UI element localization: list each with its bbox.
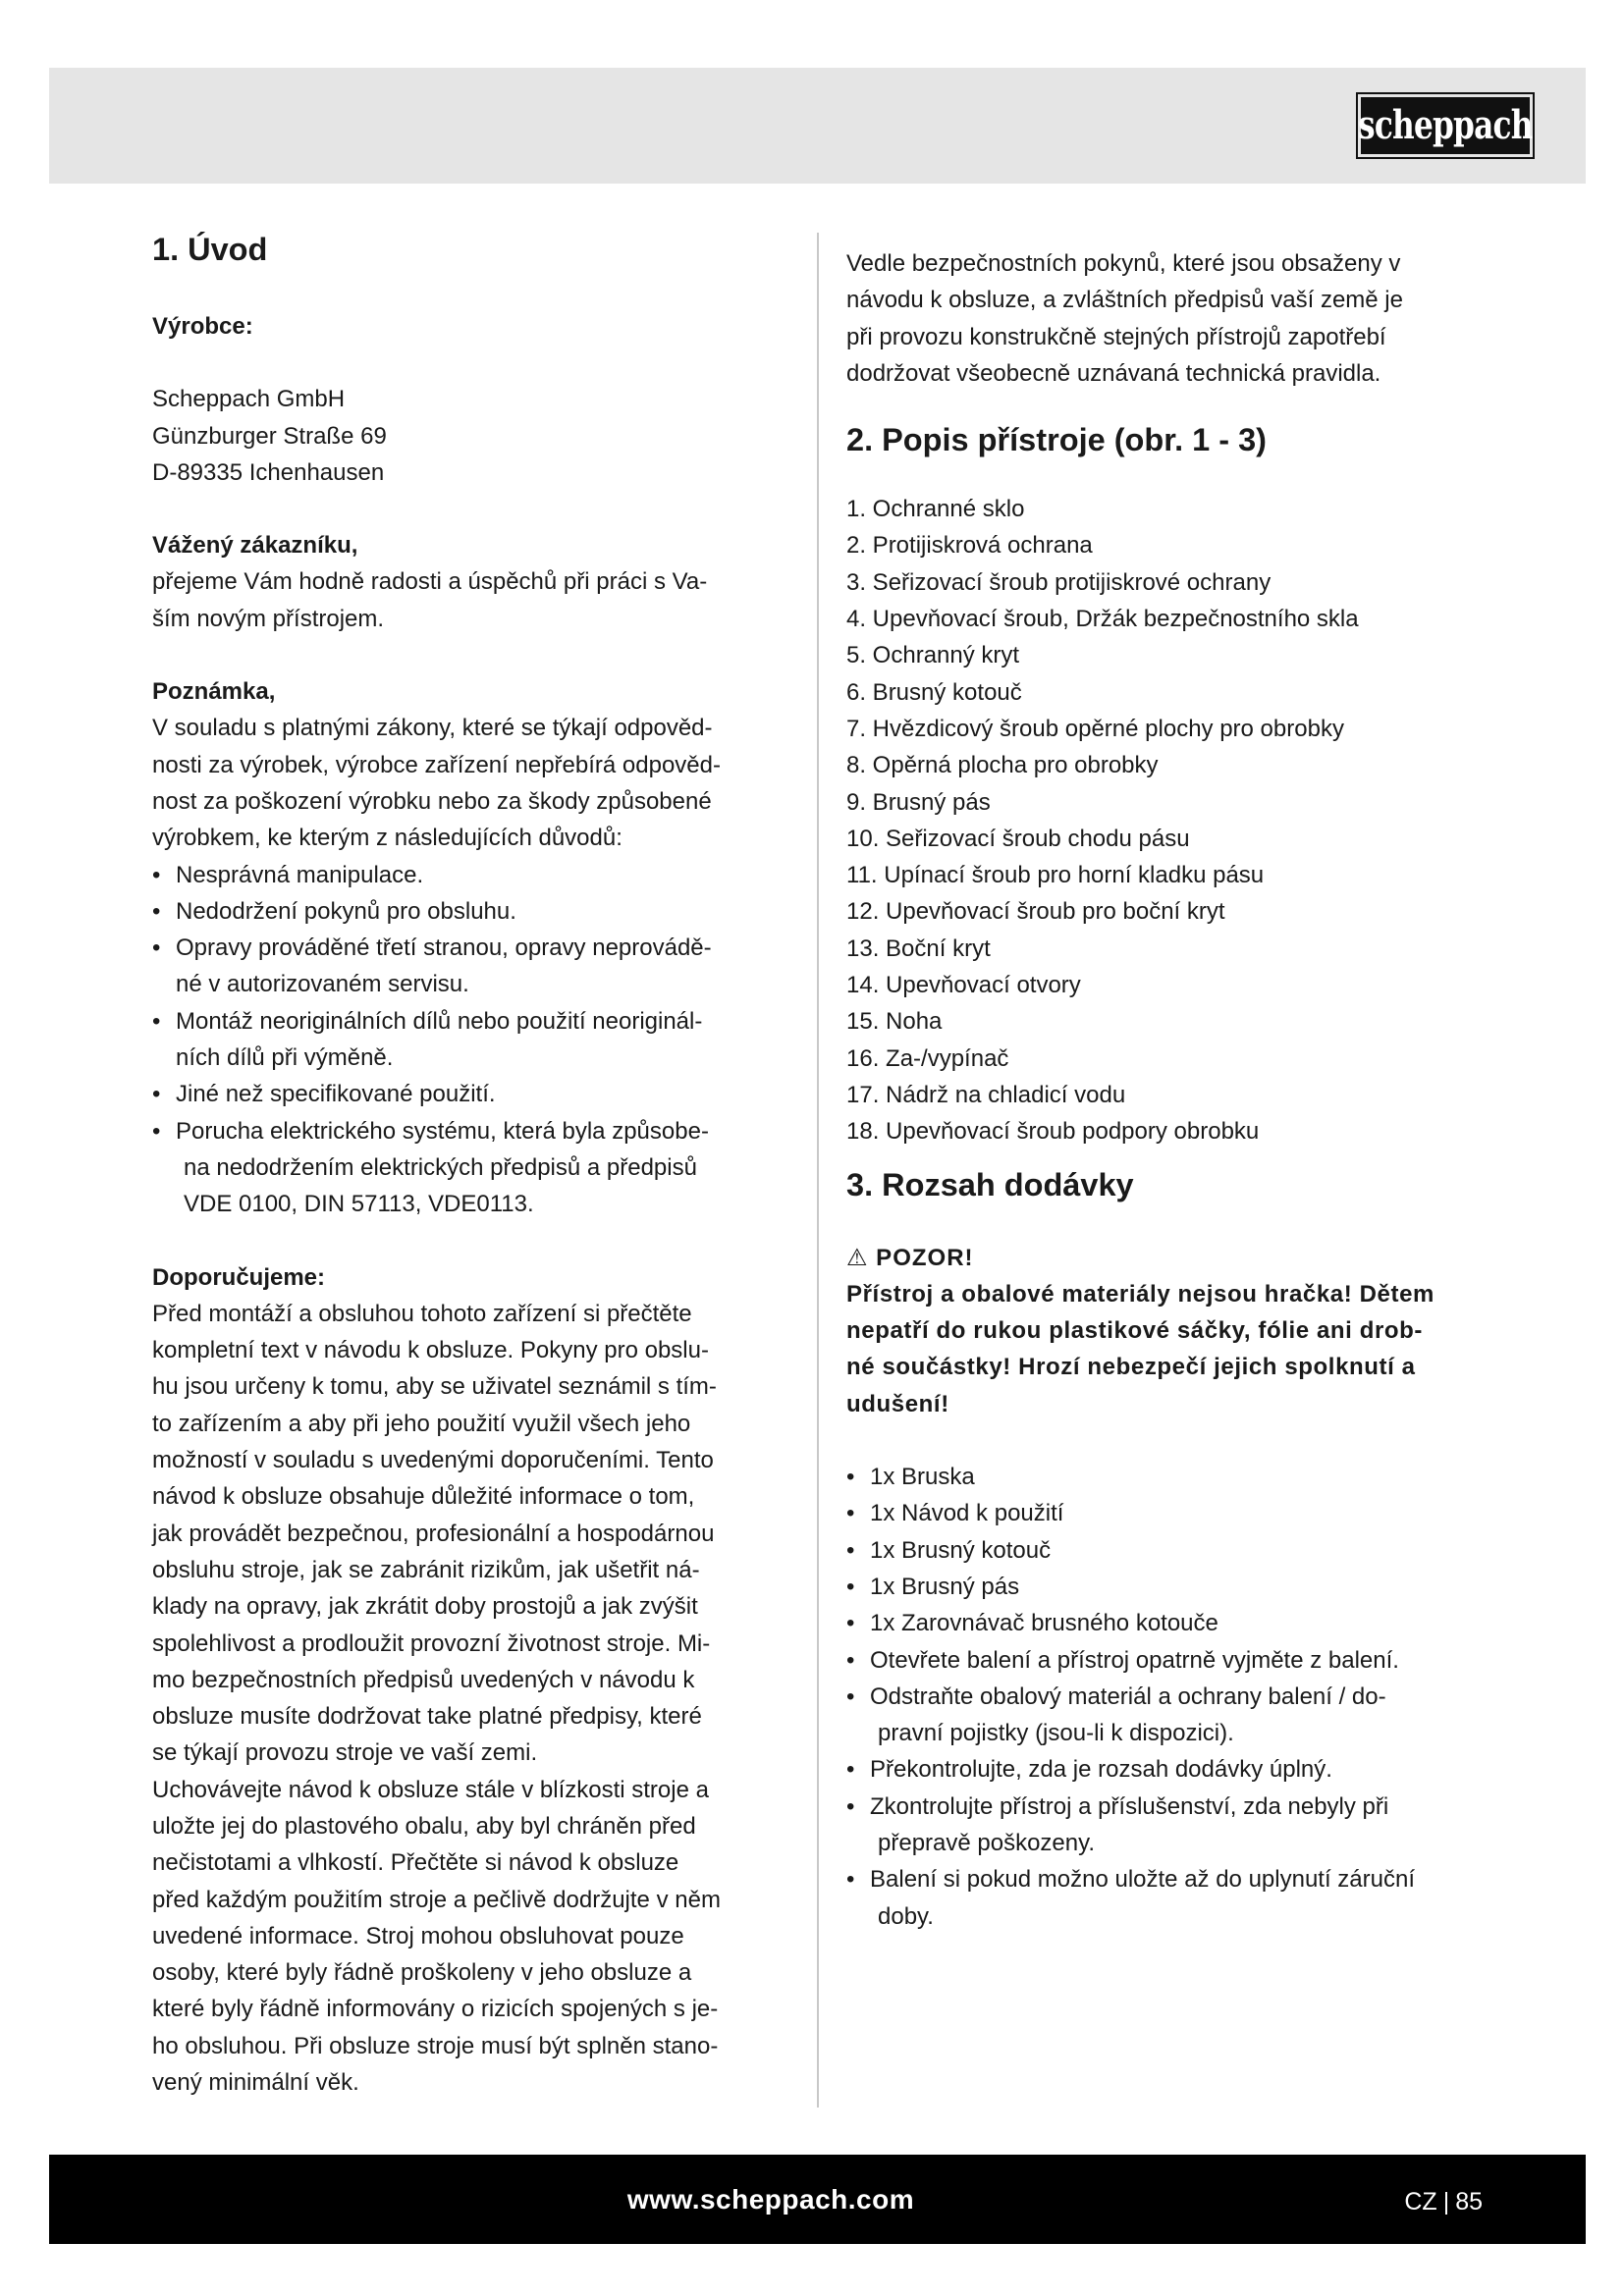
text-line: nečistotami a vlhkostí. Přečtěte si návod k obsluze: [152, 1849, 679, 1877]
section-2-title: 2. Popis přístroje (obr. 1 - 3): [846, 422, 1268, 458]
list-item: [152, 1003, 800, 1077]
list-item: [846, 1861, 1485, 1935]
text-line: V souladu s platnými zákony, které se týkají odpověd-: [152, 715, 713, 742]
list-item: [846, 1751, 1485, 1788]
list-item-text: pravní pojistky (jsou-li k dispozici).: [878, 1720, 1234, 1747]
list-item-text: 1x Návod k použití: [870, 1500, 1064, 1527]
address-line: D-89335 Ichenhausen: [152, 458, 385, 486]
list-item-text: Porucha elektrického systému, která byla způsobe-: [176, 1117, 709, 1145]
text-line: ho obsluhou. Při obsluze stroje musí být splněn stano-: [152, 2032, 719, 2059]
manufacturer-address: [152, 381, 800, 491]
text-line: obsluhu stroje, jak se zabránit rizikům, jak ušetřit ná-: [152, 1556, 700, 1583]
list-item-text: 1x Brusný pás: [870, 1573, 1020, 1600]
header-bar: [49, 68, 1586, 184]
footer-bar: [49, 2155, 1586, 2244]
text-line: uvedené informace. Stroj mohou obsluhovat pouze: [152, 1922, 684, 1949]
list-item-text: doby.: [878, 1902, 934, 1930]
list-item-text: Překontrolujte, zda je rozsah dodávky úplný.: [870, 1756, 1332, 1784]
text-line: osoby, které byly řádně proškoleny v jeho obsluze a: [152, 1959, 692, 1987]
text-line: Vedle bezpečnostních pokynů, které jsou obsaženy v: [846, 250, 1401, 277]
list-item: [846, 1679, 1485, 1752]
text-line: mo bezpečnostních předpisů uvedených v návodu k: [152, 1666, 695, 1693]
list-item-text: ních dílů při výměně.: [176, 1044, 394, 1072]
text-line: ším novým přístrojem.: [152, 605, 385, 632]
list-item-text: 1x Zarovnávač brusného kotouče: [870, 1610, 1218, 1637]
text-line: při provozu konstrukčně stejných přístrojů zapotřebí: [846, 323, 1386, 350]
part-item: 12. Upevňovací šroub pro boční kryt: [846, 898, 1225, 926]
text-line: jak provádět bezpečnou, profesionální a hospodárnou: [152, 1520, 715, 1547]
list-item: [152, 1076, 800, 1112]
list-item: [846, 1569, 1485, 1605]
recommend-paragraph: [152, 1296, 800, 2102]
list-item-text: Nedodržení pokynů pro obsluhu.: [176, 897, 516, 925]
text-line: které byly řádně informovány o rizicích spojených s je-: [152, 1996, 719, 2023]
part-item: 10. Seřizovací šroub chodu pásu: [846, 825, 1190, 852]
section-3-title: 3. Rozsah dodávky: [846, 1166, 1134, 1202]
text-line: návodu k obsluze, a zvláštních předpisů vaší země je: [846, 287, 1403, 314]
list-item: [152, 857, 800, 893]
part-item: 13. Boční kryt: [846, 934, 991, 962]
list-item: [846, 1459, 1485, 1495]
list-item-text: přepravě poškozeny.: [878, 1829, 1096, 1856]
part-item: 14. Upevňovací otvory: [846, 972, 1081, 999]
text-line: spolehlivost a prodloužit provozní životnost stroje. Mi-: [152, 1629, 711, 1657]
part-item: 4. Upevňovací šroub, Držák bezpečnostního skla: [846, 606, 1359, 633]
scheppach-logo: [1358, 94, 1533, 157]
list-item: [152, 1113, 800, 1223]
text-line: přejeme Vám hodně radosti a úspěchů při práci s Va-: [152, 568, 708, 596]
list-item: [846, 1642, 1485, 1679]
list-item-text: 1x Brusný kotouč: [870, 1536, 1052, 1564]
text-line: výrobkem, ke kterým z následujících důvodů:: [152, 825, 623, 852]
text-line: hu jsou určeny k tomu, aby se uživatel seznámil s tím-: [152, 1373, 717, 1401]
address-line: Scheppach GmbH: [152, 386, 346, 413]
text-line: návod k obsluze obsahuje důležité informace o tom,: [152, 1483, 695, 1511]
text-line: nepatří do rukou plastikové sáčky, fólie ani drob-: [846, 1317, 1424, 1345]
text-line: možností v souladu s uvedenými doporučeními. Tento: [152, 1447, 714, 1474]
left-column: [152, 231, 800, 2101]
scope-list: [846, 1459, 1485, 1935]
manufacturer-label: Výrobce:: [152, 313, 253, 340]
part-item: 5. Ochranný kryt: [846, 642, 1020, 669]
part-item: 3. Seřizovací šroub protijiskrové ochrany: [846, 568, 1272, 596]
note-label: Poznámka,: [152, 678, 276, 706]
text-line: uložte jej do plastového obalu, aby byl chráněn před: [152, 1812, 696, 1840]
page-separator: |: [1442, 2188, 1450, 2216]
part-item: 1. Ochranné sklo: [846, 496, 1025, 523]
part-item: 7. Hvězdicový šroub opěrné plochy pro obrobky: [846, 715, 1344, 742]
page-number: 85: [1455, 2188, 1483, 2216]
list-item-text: Nesprávná manipulace.: [176, 861, 424, 888]
recommend-label: Doporučujeme:: [152, 1263, 326, 1291]
text-line: udušení!: [846, 1390, 949, 1417]
right-column: [846, 245, 1485, 1935]
text-line: dodržovat všeobecně uznávaná technická pravidla.: [846, 359, 1381, 387]
part-item: 6. Brusný kotouč: [846, 678, 1022, 706]
text-line: Uchovávejte návod k obsluze stále v blízkosti stroje a: [152, 1776, 709, 1803]
text-line: obsluze musíte dodržovat take platné předpisy, které: [152, 1703, 702, 1731]
list-item-text: VDE 0100, DIN 57113, VDE0113.: [184, 1191, 534, 1218]
text-line: Přístroj a obalové materiály nejsou hračka! Dětem: [846, 1280, 1435, 1308]
text-line: né součástky! Hrozí nebezpečí jejich spolknutí a: [846, 1354, 1416, 1381]
part-item: 2. Protijiskrová ochrana: [846, 532, 1093, 560]
part-item: 18. Upevňovací šroub podpory obrobku: [846, 1118, 1260, 1146]
list-item-text: Balení si pokud možno uložte až do uplynutí záruční: [870, 1866, 1415, 1894]
list-item-text: Odstraňte obalový materiál a ochrany balení / do-: [870, 1682, 1386, 1710]
list-item-text: né v autorizovaném servisu.: [176, 971, 469, 998]
part-item: 9. Brusný pás: [846, 788, 991, 816]
language-code: CZ: [1404, 2188, 1437, 2216]
text-line: kompletní text v návodu k obsluze. Pokyny pro obslu-: [152, 1337, 709, 1364]
text-line: nost za poškození výrobku nebo za škody způsobené: [152, 787, 712, 815]
part-item: 16. Za-/vypínač: [846, 1044, 1009, 1072]
list-item: [846, 1605, 1485, 1641]
list-item-text: Opravy prováděné třetí stranou, opravy neprovádě-: [176, 934, 712, 962]
list-item: [846, 1495, 1485, 1531]
parts-list: [846, 491, 1485, 1149]
liability-list: [152, 857, 800, 1223]
list-item: [846, 1532, 1485, 1569]
part-item: 17. Nádrž na chladicí vodu: [846, 1081, 1126, 1108]
list-item-text: 1x Bruska: [870, 1464, 975, 1491]
list-item-text: Montáž neoriginálních dílů nebo použití neoriginál-: [176, 1007, 703, 1035]
list-item-text: Otevřete balení a přístroj opatrně vyjměte z balení.: [870, 1646, 1399, 1674]
part-item: 15. Noha: [846, 1008, 943, 1036]
list-item-text: na nedodržením elektrických předpisů a předpisů: [184, 1153, 697, 1181]
text-line: vený minimální věk.: [152, 2069, 359, 2097]
logo-text: scheppach: [1358, 102, 1533, 148]
text-line: klady na opravy, jak zkrátit doby prostojů a jak zvýšit: [152, 1593, 698, 1621]
text-line: nosti za výrobek, výrobce zařízení nepřebírá odpověd-: [152, 751, 721, 778]
warning-label: ⚠ POZOR!: [846, 1244, 974, 1271]
dear-customer-label: Vážený zákazníku,: [152, 532, 358, 560]
part-item: 8. Opěrná plocha pro obrobky: [846, 752, 1159, 779]
list-item: [152, 893, 800, 930]
list-item: [846, 1789, 1485, 1862]
warning-text: [846, 1276, 1485, 1422]
column-divider: [817, 233, 819, 2108]
list-item-text: Zkontrolujte přístroj a příslušenství, zda nebyly při: [870, 1792, 1389, 1820]
address-line: Günzburger Straße 69: [152, 422, 387, 450]
text-line: Před montáží a obsluhou tohoto zařízení si přečtěte: [152, 1300, 692, 1327]
text-line: to zařízením a aby při jeho použití využil všech jeho: [152, 1410, 691, 1437]
list-item-text: Jiné než specifikované použití.: [176, 1081, 496, 1108]
section-1-title: 1. Úvod: [152, 232, 268, 267]
page-indicator: [1404, 2188, 1483, 2216]
website-link[interactable]: www.scheppach.com: [626, 2184, 915, 2215]
list-item: [152, 930, 800, 1003]
part-item: 11. Upínací šroub pro horní kladku pásu: [846, 862, 1265, 889]
text-line: před každým použitím stroje a pečlivě dodržujte v něm: [152, 1886, 721, 1913]
text-line: se týkají provozu stroje ve vaší zemi.: [152, 1739, 538, 1767]
